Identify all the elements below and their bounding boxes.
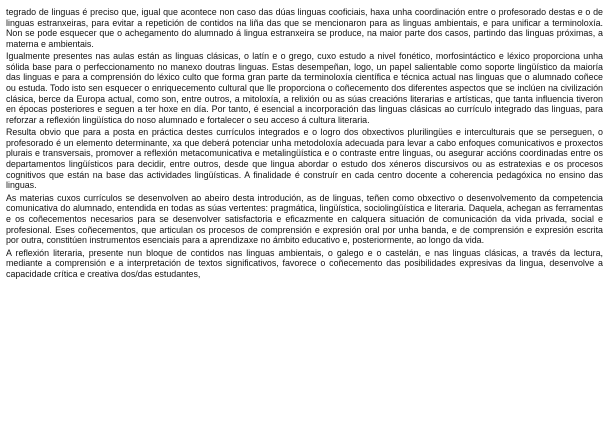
document-body: [6, 7, 603, 282]
paragraph-language-coordination: tegrado de linguas é preciso que, igual que acontece non caso das dúas linguas cooficiais, haxa unha coordinación entre o profesorado destas e o de linguas estranxeiras, para evitar a repetición de contidos na liña das que se mencionaron para as linguas ambientais, e para unificar a terminoloxía. Non se pode esquecer que o achegamento do alumnado á lingua estranxeira se produce, na maior parte dos casos, partindo das linguas próximas, a materna e ambientais.: [6, 7, 603, 49]
paragraph-teaching-staff: Resulta obvio que para a posta en práctica destes currículos integrados e o logro dos obxectivos plurilingües e interculturais que se perseguen, o profesorado é un elemento determinante, xa que deberá potenciar unha metodoloxía adecuada para levar a cabo enfoques comunicativos e proxectos plurais e transversais, promover a reflexión metacomunicativa e metalingüística e o contraste entre linguas, ou asegurar accións coordinadas entre os departamentos lingüísticos para decidir, entre outros, desde que lingua abordar o estudo dos xéneros discursivos ou as estratexias e os procesos cognitivos que están na base das actividades lingüísticas. A finalidade é construír en cada centro docente a coherencia pedagóxica no ensino das linguas.: [6, 127, 603, 191]
paragraph-communicative-competence: As materias cuxos currículos se desenvolven ao abeiro desta introdución, as de linguas, teñen como obxectivo o desenvolvemento da competencia comunicativa do alumnado, entendida en todas as súas vertentes: pragmática, lingüística, sociolingüística e literaria. Daquela, achegan as ferramentas e os coñecementos necesarios para se desenvolver satisfactoria e eficazmente en calquera situación de comunicación da vida privada, social e profesional. Eses coñecementos, que articulan os procesos de comprensión e expresión oral por unha banda, e de comprensión e expresión escrita por outra, constitúen instrumentos esenciais para a aprendizaxe no ámbito educativo e, posteriormente, ao longo da vida.: [6, 192, 603, 246]
paragraph-literary-reflection: A reflexión literaria, presente nun bloque de contidos nas linguas ambientais, o galego e o castelán, e nas linguas clásicas, a través da lectura, mediante a comprensión e a interpretación de textos significativos, favorece o coñecemento das posibilidades expresivas da lingua, desenvolve a capacidade crítica e creativa dos/das estudantes,: [6, 247, 603, 279]
paragraph-classical-languages: Igualmente presentes nas aulas están as linguas clásicas, o latín e o grego, cuxo estudo a nivel fonético, morfosintáctico e léxico proporciona unha sólida base para o perfeccionamento no manexo doutras linguas. Estas desempeñan, logo, un papel salientable como soporte lingüístico da maioría das linguas e para a comprensión do léxico culto que forma gran parte da terminoloxía científica e técnica actual nas linguas que o alumnado coñece ou estuda. Todo isto sen esquecer o enriquecemento cultural que lle proporciona o coñecemento dos diferentes aspectos que se inclúen na civilización clásica, berce da Europa actual, como son, entre outros, a mitoloxía, a relixión ou as súas creacións literarias e artísticas, que tanta influencia tiveron en épocas posteriores e seguen a ter hoxe en día. Por tanto, é esencial a incorporación das linguas clásicas ao currículo integrado das linguas, para reforzar a reflexión lingüística do noso alumnado e fortalecer o seu acceso á cultura literaria.: [6, 51, 603, 125]
